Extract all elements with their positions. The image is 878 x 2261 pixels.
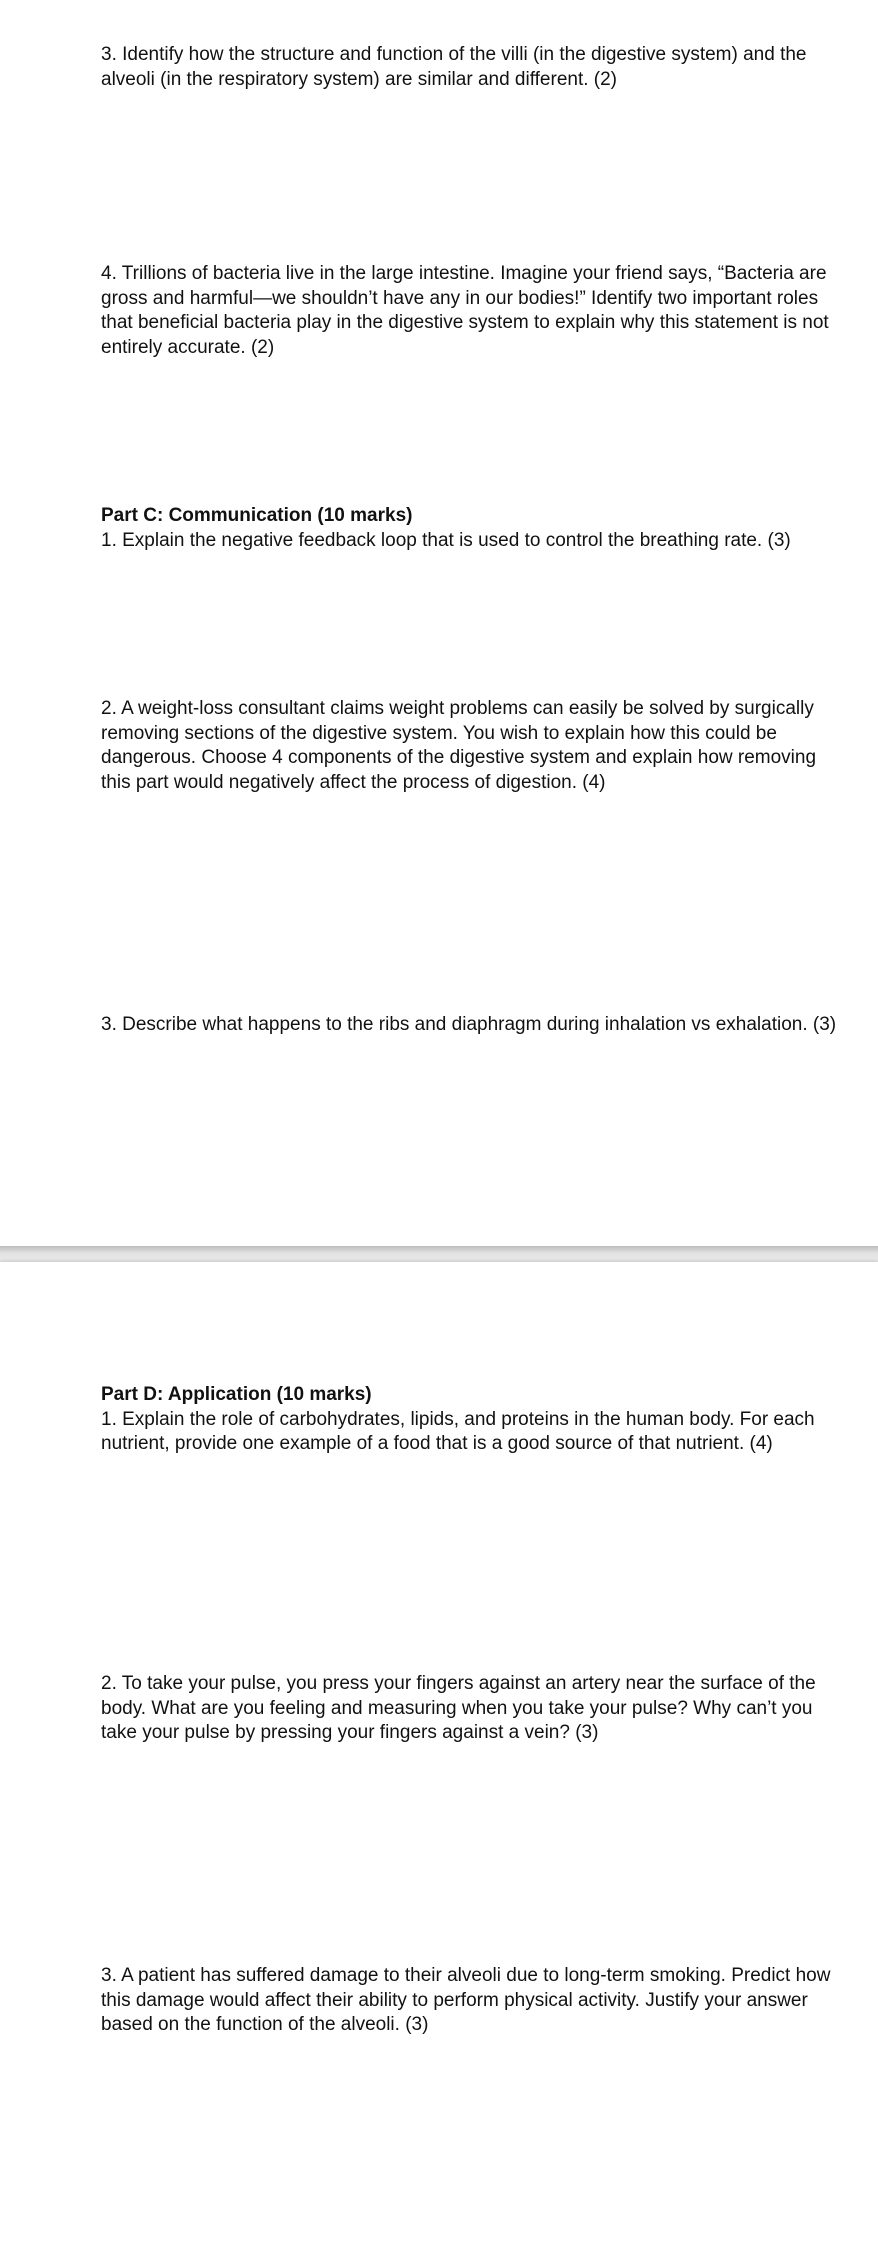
question-text: 4. Trillions of bacteria live in the large intestine. Imagine your friend says, “Bacteria are gross and harmful—we shouldn’t have any in our bodies!” Identify two important roles that beneficial bacteria play in the digestive system to explain why this statement is not entirely accurate. (2): [101, 263, 829, 358]
section-part-c: [101, 504, 841, 553]
document-page-2: [0, 1262, 878, 2261]
question-text: 2. A weight-loss consultant claims weight problems can easily be solved by surgically removing sections of the digestive system. You wish to explain how this could be dangerous. Choose 4 components of the digestive system and explain how removing this part would negatively affect the process of digestion. (4): [101, 698, 817, 793]
question-d2: [101, 1672, 841, 1746]
question-text: 1. Explain the negative feedback loop that is used to control the breathing rate. (3): [101, 529, 791, 551]
question-d3: [101, 1964, 841, 2038]
question-text: 2. To take your pulse, you press your fingers against an artery near the surface of the body. What are you feeling and measuring when you take your pulse? Why can’t you take your pulse by pressing your fingers against a vein? (3): [101, 1673, 816, 1743]
page-separator: [0, 1246, 878, 1262]
section-heading: Part D: Application (10 marks): [101, 1384, 372, 1405]
question-text: 3. Identify how the structure and function of the villi (in the digestive system) and the alveoli (in the respiratory system) are similar and different. (2): [101, 44, 807, 90]
question-c3: [101, 1013, 841, 1038]
section-part-d: [101, 1383, 841, 1457]
question-text: 3. A patient has suffered damage to their alveoli due to long-term smoking. Predict how this damage would affect their ability to perform physical activity. Justify your answer based on the function of the alveoli. (3): [101, 1965, 831, 2035]
question-text: 3. Describe what happens to the ribs and diaphragm during inhalation vs exhalation. (3): [101, 1014, 837, 1035]
question-b4: [101, 262, 841, 360]
question-c2: [101, 697, 841, 795]
question-b3: [101, 43, 841, 92]
section-heading: Part C: Communication (10 marks): [101, 505, 413, 526]
question-text: 1. Explain the role of carbohydrates, lipids, and proteins in the human body. For each nutrient, provide one example of a food that is a good source of that nutrient. (4): [101, 1408, 815, 1454]
